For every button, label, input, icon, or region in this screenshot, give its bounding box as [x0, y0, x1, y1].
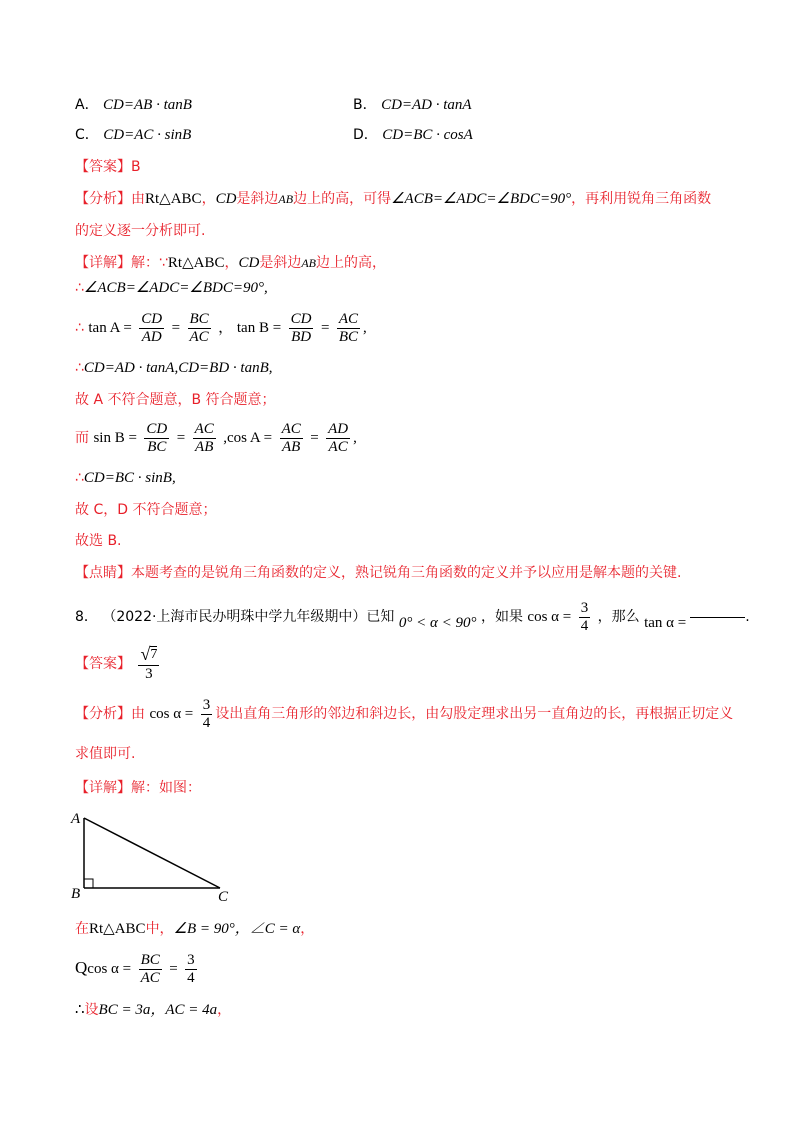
detail-text: 是斜边 [259, 255, 302, 271]
cos-label: cos α = [527, 609, 572, 625]
analysis-text: 边上的高，可得 [293, 191, 392, 207]
stem-text: 8． （2022·上海市民办明珠中学九年级期中）已知 [75, 609, 395, 625]
in-text: 中， [145, 921, 174, 937]
side-ac [84, 818, 220, 888]
denominator: 4 [187, 969, 195, 986]
comma: , [363, 320, 367, 336]
denominator: BC [147, 438, 167, 455]
option-a-expr: CD=AB · tanB [103, 97, 192, 113]
q7-conclusion-1: 故 A 不符合题意，B 符合题意； [75, 392, 276, 408]
fraction [188, 311, 211, 346]
angles-expr: ∠B = 90°，∠C = α [173, 921, 301, 937]
answer-value: B [131, 159, 141, 175]
tan-b-label: ， tan B = [218, 320, 282, 336]
analysis-tag: 【分析】 [75, 706, 131, 722]
answer-tag: 【答案】 [75, 159, 131, 175]
angles-expr: ∠ACB=∠ADC=∠BDC=90°, [83, 280, 268, 296]
q7-conclusion-2: 故 C，D 不符合题意； [75, 502, 217, 518]
detail-math: CD [238, 255, 260, 271]
option-d [353, 125, 473, 145]
numerator: CD [290, 310, 312, 327]
cos-label: cos α = [87, 961, 132, 977]
equals-sign: = [320, 320, 330, 336]
answer-tag: 【答案】 [75, 656, 131, 672]
right-triangle-figure [70, 808, 240, 903]
detail-text: 解：∵ [131, 255, 168, 271]
result-expr: CD=AD · tanA,CD=BD · tanB, [83, 360, 273, 376]
tan-label: tan α = [644, 615, 687, 631]
denominator: 4 [580, 617, 589, 634]
numerator: BC [189, 310, 209, 327]
therefore-symbol: ∴ [75, 320, 84, 336]
numerator: AD [328, 420, 349, 437]
detail-math: AB [301, 256, 316, 270]
detail-math: Rt△ABC [167, 255, 225, 271]
option-c-expr: CD=AC · sinB [103, 127, 192, 143]
equals-sign: = [176, 430, 186, 446]
q7-result-2 [75, 468, 176, 488]
fraction [326, 421, 350, 456]
q7-result-1 [75, 358, 273, 378]
answer-fraction [138, 643, 159, 683]
numerator: AC [281, 420, 301, 437]
sqrt [140, 643, 158, 664]
range-expr: 0° < α < 90° [398, 615, 477, 631]
fraction [289, 311, 314, 346]
fraction [185, 952, 197, 987]
analysis-math: AB [278, 192, 294, 206]
equals-sign: = [310, 430, 319, 446]
q8-analysis-line2: 求值即可. [75, 746, 136, 762]
denominator: AC [328, 438, 348, 455]
stem-text: ，如果 [480, 609, 523, 625]
period: . [745, 609, 750, 625]
denominator: BD [291, 328, 312, 345]
answer-blank [690, 617, 745, 618]
q8-set-line [75, 1000, 231, 1020]
detail-tag: 【详解】 [75, 780, 131, 796]
analysis-text: ， [201, 191, 216, 207]
numerator: BC [140, 951, 160, 968]
option-c-letter: C． [75, 127, 99, 143]
detail-text: 解：如图： [131, 780, 201, 796]
equals-sign: = [171, 320, 181, 336]
numerator: AC [338, 310, 359, 327]
denominator: 4 [202, 714, 211, 731]
triangle-label: Rt△ABC [89, 921, 146, 937]
comma: ， [300, 921, 315, 937]
q8-in-triangle [75, 919, 314, 939]
set-text: 设 [84, 1002, 99, 1018]
equals-sign: = [169, 961, 178, 977]
comma: ， [217, 1002, 232, 1018]
therefore-symbol: ∴ [75, 470, 84, 486]
cos-a-label: ,cos A = [223, 430, 273, 446]
q8-answer [75, 644, 162, 684]
comment-tag: 【点睛】 [75, 565, 131, 581]
fraction [193, 421, 216, 456]
option-c [75, 125, 191, 145]
analysis-tag: 【分析】 [75, 191, 131, 207]
q7-analysis [75, 189, 711, 209]
fraction [579, 600, 591, 635]
detail-text: ， [224, 255, 239, 271]
numerator: CD [141, 310, 163, 327]
q8-cos-line [75, 948, 200, 989]
q7-sin-line [75, 418, 357, 458]
sin-b-label: sin B = [93, 430, 137, 446]
q7-analysis-line2: 的定义逐一分析即可. [75, 223, 206, 239]
therefore-symbol: ∴ [75, 360, 84, 376]
q8-stem [75, 597, 750, 637]
denominator: AC [189, 328, 209, 345]
option-b [353, 95, 472, 115]
analysis-text: 设出直角三角形的邻边和斜边长，由勾股定理求出另一直角边的长，再根据正切定义 [215, 706, 734, 722]
therefore-symbol: ∴ [75, 1002, 85, 1018]
er-text: 而 [75, 430, 89, 446]
stem-text: ，那么 [597, 609, 640, 625]
numerator: 3 [202, 696, 211, 713]
denominator: AB [282, 438, 301, 455]
fraction [280, 421, 303, 456]
option-a-letter: A． [75, 97, 99, 113]
vertex-c-label: C [218, 889, 229, 903]
q7-choose: 故选 B. [75, 533, 122, 549]
fraction [337, 311, 360, 346]
numerator: 3 [580, 599, 589, 616]
analysis-text: 是斜边 [236, 191, 279, 207]
since-symbol: Q [75, 958, 88, 977]
therefore-symbol: ∴ [75, 280, 84, 296]
fraction [144, 421, 169, 456]
tan-a-label: tan A = [88, 320, 132, 336]
denominator: AB [195, 438, 214, 455]
fraction [139, 311, 164, 346]
denominator: BC [338, 328, 359, 345]
set-expr: BC = 3a，AC = 4a [98, 1002, 218, 1018]
q7-tan-line [75, 308, 367, 348]
comment-text: 本题考查的是锐角三角函数的定义，熟记锐角三角函数的定义并予以应用是解本题的关键. [131, 565, 682, 581]
numerator: AC [194, 420, 214, 437]
fraction [139, 952, 162, 987]
option-d-letter: D． [353, 127, 378, 143]
numerator [138, 643, 159, 666]
in-text: 在 [75, 921, 89, 937]
detail-tag: 【详解】 [75, 255, 131, 271]
q7-comment [75, 563, 681, 583]
fraction [201, 697, 213, 732]
option-b-expr: CD=AD · tanA [381, 97, 472, 113]
q8-detail [75, 778, 201, 798]
option-b-letter: B． [353, 97, 377, 113]
denominator: AD [141, 328, 162, 345]
vertex-a-label: A [71, 811, 81, 827]
analysis-text: 由 [131, 191, 145, 207]
denominator: 3 [145, 665, 153, 682]
analysis-text: 由 [131, 706, 145, 722]
analysis-text: ，再利用锐角三角函数 [571, 191, 712, 207]
analysis-math: CD [215, 191, 237, 207]
denominator: AC [140, 969, 160, 986]
option-a [75, 95, 192, 115]
numerator: CD [146, 420, 168, 437]
radical-sign: √ [140, 643, 151, 664]
analysis-math: Rt△ABC [145, 191, 202, 207]
q7-detail [75, 253, 386, 273]
q7-answer [75, 157, 141, 177]
detail-text: 边上的高， [316, 255, 386, 271]
option-d-expr: CD=BC · cosA [382, 127, 473, 143]
result-expr: CD=BC · sinB, [83, 470, 176, 486]
numerator: 3 [187, 951, 195, 968]
cos-label: cos α = [149, 706, 194, 722]
radicand: 7 [150, 646, 158, 662]
right-angle-mark [84, 879, 93, 888]
comma: , [353, 430, 357, 446]
vertex-b-label: B [71, 886, 81, 902]
analysis-math: ∠ACB=∠ADC=∠BDC=90° [391, 191, 572, 207]
q8-analysis [75, 694, 733, 734]
q7-angles-line [75, 278, 268, 298]
